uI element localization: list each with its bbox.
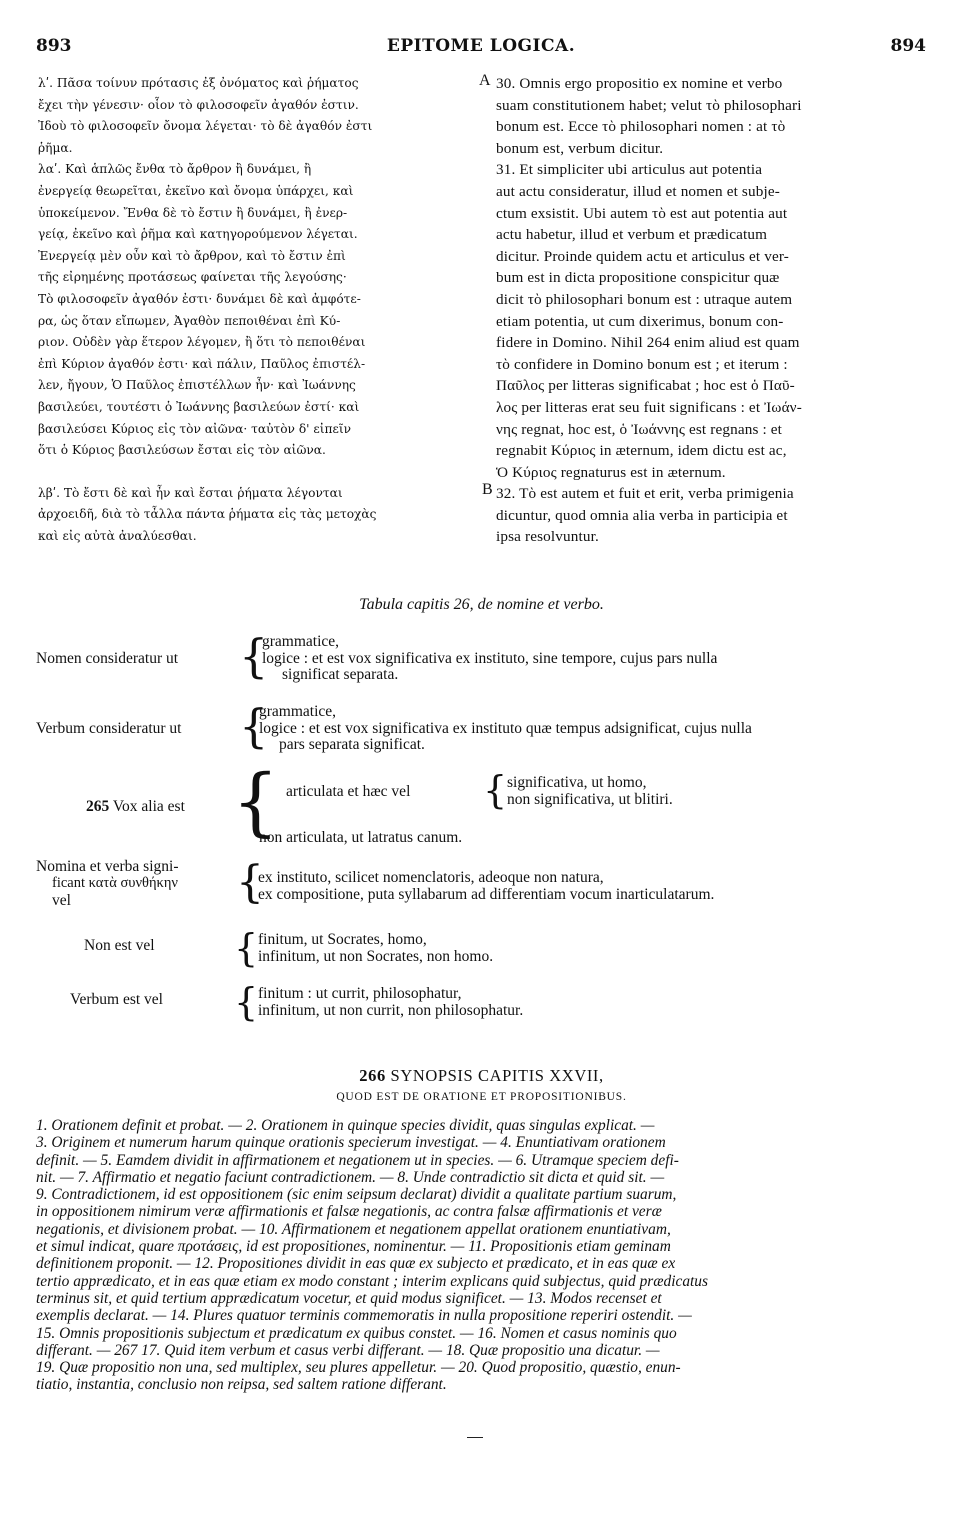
latin-line: dicitur. Proinde quidem actu et articulus et ver- (496, 247, 789, 265)
synopsis-line: in oppositionem nimirum veræ affirmationis et falsæ negationis, ac contra falsæ affirmationis et veræ (36, 1203, 662, 1221)
latin-line: τὸ confidere in Domino bonum est ; et iterum : (496, 355, 788, 373)
right-column-number: 894 (890, 36, 926, 56)
greek-line: ἔχει τὴν γένεσιν· οἷον τὸ φιλοσοφεῖν ἀγαθόν ἐστιν. (38, 97, 359, 112)
synopsis-line: negationis, et divisionem probat. — 10. Affirmationem et negationem appellat orationem enuntiativam, (36, 1220, 671, 1238)
table-row-non (36, 926, 928, 970)
brace-icon: { (236, 857, 264, 908)
latin-line: Παῦλος per litteras significabat ; hoc est ὁ Παῦ- (496, 377, 795, 395)
non-options (258, 932, 493, 965)
margin-marker-b: B (482, 481, 493, 498)
vox-sub-options (507, 775, 673, 808)
synopsis-line: definit. — 5. Eamdem dividit in affirmationem et negationem ut in species. — 6. Utramque speciem defi- (36, 1151, 679, 1169)
greek-line: ῥῆμα. (38, 140, 73, 155)
table-row-nomen (36, 629, 928, 687)
greek-line: λʹ. Πᾶσα τοίνυν πρότασις ἐξ ὀνόματος καὶ ῥήματος (38, 76, 359, 90)
page-title: EPITOME LOGICA. (386, 36, 576, 56)
greek-line: ἐπὶ Κύριον ἀγαθόν ἐστι· καὶ πάλιν, Παῦλος ἐπιστέλ- (38, 356, 366, 371)
greek-line: ἐνεργείᾳ θεωρεῖται, ἐκεῖνο καὶ ὄνομα ὑπάρχει, καὶ (38, 183, 354, 198)
nomina-label (36, 858, 178, 909)
latin-line: suam constitutionem habet; velut τὸ philosophari (496, 96, 802, 114)
verbum-opt-cont: pars separata significat. (279, 736, 425, 753)
latin-line: λος per litteras erat seu fuit significans : et Ἰωάν- (496, 398, 802, 416)
nomen-opt-cont: significat separata. (282, 666, 399, 683)
greek-line: λαʹ. Καὶ ἁπλῶς ἔνθα τὸ ἄρθρον ἢ δυνάμει, ἢ (38, 162, 312, 177)
margin-marker-a: A (479, 72, 491, 89)
latin-line: ipsa resolvuntur. (496, 528, 599, 546)
synopsis-line: 1. Orationem definit et probat. — 2. Orationem in quinque species dividit, quas singulas explicat. — (36, 1117, 655, 1134)
left-column-number: 893 (36, 36, 72, 56)
verbum-est-opt-infinitum: infinitum, ut non currit, non philosophatur. (258, 1001, 524, 1019)
end-rule (467, 1437, 483, 1438)
nomina-label-line: ficant κατὰ συνθήκην (52, 875, 178, 891)
greek-line: ὅτι ὁ Κύριος βασιλεύσων ἔσται εἰς τὸν αἰῶνα. (38, 443, 326, 458)
greek-line: βασιλεύσει Κύριος εἰς τὸν αἰῶνα· ταὐτὸν δ' εἰπεῖν (38, 421, 352, 436)
greek-line: λβʹ. Τὸ ἔστι δὲ καὶ ἦν καὶ ἔσται ῥήματα λέγονται (38, 485, 343, 500)
vox-label (86, 799, 185, 816)
synopsis-line: et simul indicat, quare προτάσεις, id est propositiones, nominentur. — 11. Propositionis etiam geminam (36, 1238, 671, 1256)
synopsis-body (36, 1117, 928, 1394)
greek-line: Τὸ φιλοσοφεῖν ἀγαθόν ἐστι· δυνάμει δὲ καὶ ἀμφότε- (38, 291, 361, 306)
non-opt-finitum: finitum, ut Socrates, homo, (258, 931, 427, 948)
latin-line: 31. Et simpliciter ubi articulus aut potentia (496, 161, 763, 179)
synopsis-line: differant. — 267 17. Quid item verbum et casus verbi differant. — 18. Quæ propositio una dicatur. — (36, 1341, 660, 1359)
column-number: 265 (86, 798, 110, 815)
verbum-opt-grammatice: grammatice, (259, 703, 337, 720)
latin-line: dicuntur, quod omnia alia verba in participia et (496, 506, 788, 524)
latin-line: aut actu consideratur, illud et nomen et subje- (496, 182, 780, 200)
greek-line: γείᾳ, ἐκεῖνο καὶ ῥῆμα καὶ κατηγορούμενον λέγεται. (38, 227, 358, 242)
table-title: Tabula capitis 26, de nomine et verbo. (359, 596, 604, 613)
latin-line: dicit τὸ philosophari bonum est : utraque autem (496, 290, 793, 308)
table-row-verbum (36, 699, 928, 757)
verbum-est-label: Verbum est vel (70, 991, 163, 1008)
vox-opt-articulata: articulata et hæc vel (286, 783, 411, 800)
latin-line: νης regnat, hoc est, ὁ Ἰωάννης est regnans : et (496, 420, 783, 438)
latin-column (496, 73, 928, 548)
table-row-nomina (36, 858, 928, 913)
nomina-label-line: vel (52, 892, 71, 909)
vox-sub-significativa: significativa, ut homo, (507, 774, 647, 791)
latin-line: fidere in Domino. Nihil 264 enim aliud est quam (496, 334, 800, 352)
synopsis-line: nit. — 7. Affirmatio et negatio faciunt contradictionem. — 8. Unde contradictio sit dicta et quid sit. — (36, 1168, 665, 1186)
synopsis-line: exemplis declarat. — 14. Plures quatuor terminis commemoratis in nulla propositione reperiri ostendit. — (36, 1307, 692, 1325)
greek-line: Ἐνεργείᾳ μὲν οὖν καὶ τὸ ἄρθρον, καὶ τὸ ἔστιν ἐπὶ (38, 248, 346, 263)
synopsis-line: tiatio, instantia, conclusio non reipsa, sed saltem ratione differant. (36, 1376, 447, 1394)
latin-line: etiam potentia, ut cum dixerimus, bonum con- (496, 312, 784, 330)
latin-line: bonum est. Ecce τὸ philosophari nomen : at τὸ (496, 118, 786, 136)
greek-line: Ἰδοὺ τὸ φιλοσοφεῖν ὄνομα λέγεται· τὸ δὲ ἀγαθόν ἐστι (38, 119, 373, 134)
verbum-options (259, 704, 752, 754)
synopsis-title (0, 1066, 963, 1086)
greek-column (38, 73, 485, 547)
synopsis-line: 9. Contradictionem, id est oppositionem (sic enim seipsum declarat) dividit a qualitate partium suarum, (36, 1186, 677, 1204)
brace-icon: { (239, 699, 269, 753)
verbum-est-options (258, 986, 523, 1019)
greek-line: ὑποκείμενον. Ἔνθα δὲ τὸ ἔστιν ἢ δυνάμει, ἢ ἐνερ- (38, 205, 348, 220)
synopsis-line: 19. Quæ propositio non una, sed multiplex, seu plures appelletur. — 20. Quod propositio, quæstio, enun- (36, 1359, 681, 1377)
verbum-est-opt-finitum: finitum : ut currit, philosophatur, (258, 985, 462, 1002)
nomina-opt-instituto: ex instituto, scilicet nomenclatoris, adeoque non natura, (258, 869, 604, 886)
verbum-opt-logice: logice : et est vox significativa ex instituto quæ tempus adsignificat, cujus nulla (259, 719, 752, 737)
brace-icon: { (232, 759, 280, 845)
greek-line: βασιλεύει, τουτέστι ὁ Ἰωάννης βασιλεύων ἐστί· καὶ (38, 399, 360, 414)
nomen-opt-logice: logice : et est vox significativa ex instituto, sine tempore, cujus pars nulla (262, 649, 718, 667)
latin-line: Ὁ Κύριος regnaturus est in æternum. (496, 463, 726, 481)
table-row-vox (36, 759, 928, 846)
brace-icon: { (483, 768, 508, 812)
synopsis-subtitle: QUOD EST DE ORATIONE ET PROPOSITIONIBUS. (336, 1091, 627, 1103)
latin-line: 30. Omnis ergo propositio ex nomine et verbo (496, 75, 783, 92)
column-number: 266 (359, 1066, 386, 1085)
synopsis-title-text: SYNOPSIS CAPITIS XXVII, (390, 1066, 604, 1085)
table-row-verbum-est (36, 980, 928, 1024)
synopsis-line: 3. Originem et numerum harum quinque orationis specierum investigat. — 4. Enuntiativam orationem (36, 1134, 666, 1152)
brace-icon: { (239, 629, 269, 683)
greek-line: τῆς εἰρημένης προτάσεως φαίνεται τῆς λεγούσης· (38, 270, 347, 285)
brace-icon: { (234, 980, 259, 1024)
latin-line: bum est in dicta propositione conspicitur quæ (496, 269, 780, 287)
latin-line: bonum est, verbum dicitur. (496, 139, 664, 157)
synopsis-line: tertio apprædicato, et in eas quæ etiam ex modo constant ; interim explicans quid subjectus, quid prædicatus (36, 1272, 708, 1290)
verbum-label: Verbum consideratur ut (36, 720, 182, 737)
vox-text: Vox alia est (112, 798, 185, 815)
greek-line: λεν, ἤγουν, Ὁ Παῦλος ἐπιστέλλων ἦν· καὶ Ἰωάννης (38, 378, 356, 393)
latin-line: actu habetur, illud et verbum et prædicatum (496, 226, 768, 244)
synopsis-line: definitionem proponit. — 12. Propositiones dividit in eas quæ ex subjecto et prædicato, et in eas quæ ex (36, 1255, 676, 1273)
greek-line: ριον. Οὐδὲν γὰρ ἕτερον λέγομεν, ἢ ὅτι τὸ πεποιθέναι (38, 335, 366, 350)
nomina-label-line: Nomina et verba signi- (36, 858, 179, 875)
nomen-opt-grammatice: grammatice, (262, 633, 340, 650)
page-header (36, 36, 926, 58)
greek-line: ρα, ὡς ὅταν εἴπωμεν, Ἀγαθὸν πεποιθέναι ἐπὶ Κύ- (38, 313, 341, 328)
nomina-opt-compositione: ex compositione, puta syllabarum ad differentiam vocum inarticulatarum. (258, 885, 715, 903)
latin-line: ctum exsistit. Ubi autem τὸ est aut potentia aut (496, 204, 788, 222)
non-opt-infinitum: infinitum, ut non Socrates, non homo. (258, 947, 494, 965)
latin-line: regnabit Κύριος in æternum, idem dictu est ac, (496, 442, 787, 460)
nomina-options (258, 870, 714, 903)
nomen-options (262, 634, 717, 684)
nomen-label: Nomen consideratur ut (36, 650, 179, 667)
greek-line: καὶ εἰς αὐτὰ ἀναλύεσθαι. (38, 528, 197, 543)
vox-sub-non-significativa: non significativa, ut blitiri. (507, 790, 673, 808)
synopsis-line: 15. Omnis propositionis subjectum et prædicatum ex quibus constet. — 16. Nomen et casus nominis quo (36, 1324, 677, 1342)
brace-icon: { (234, 926, 259, 970)
non-label: Non est vel (84, 937, 155, 954)
latin-line: 32. Τὸ est autem et fuit et erit, verba primigenia (496, 485, 794, 503)
synopsis-line: terminus sit, et quid tertium apprædicatum vocetur, et quid modus significet. — 13. Modos recenset et (36, 1289, 662, 1307)
greek-line: ἀρχοειδῆ, διὰ τὸ τἆλλα πάντα ῥήματα εἰς τὰς μετοχὰς (38, 507, 377, 522)
vox-opt-non-articulata: non articulata, ut latratus canum. (259, 829, 463, 846)
paragraph-gap (38, 462, 485, 483)
